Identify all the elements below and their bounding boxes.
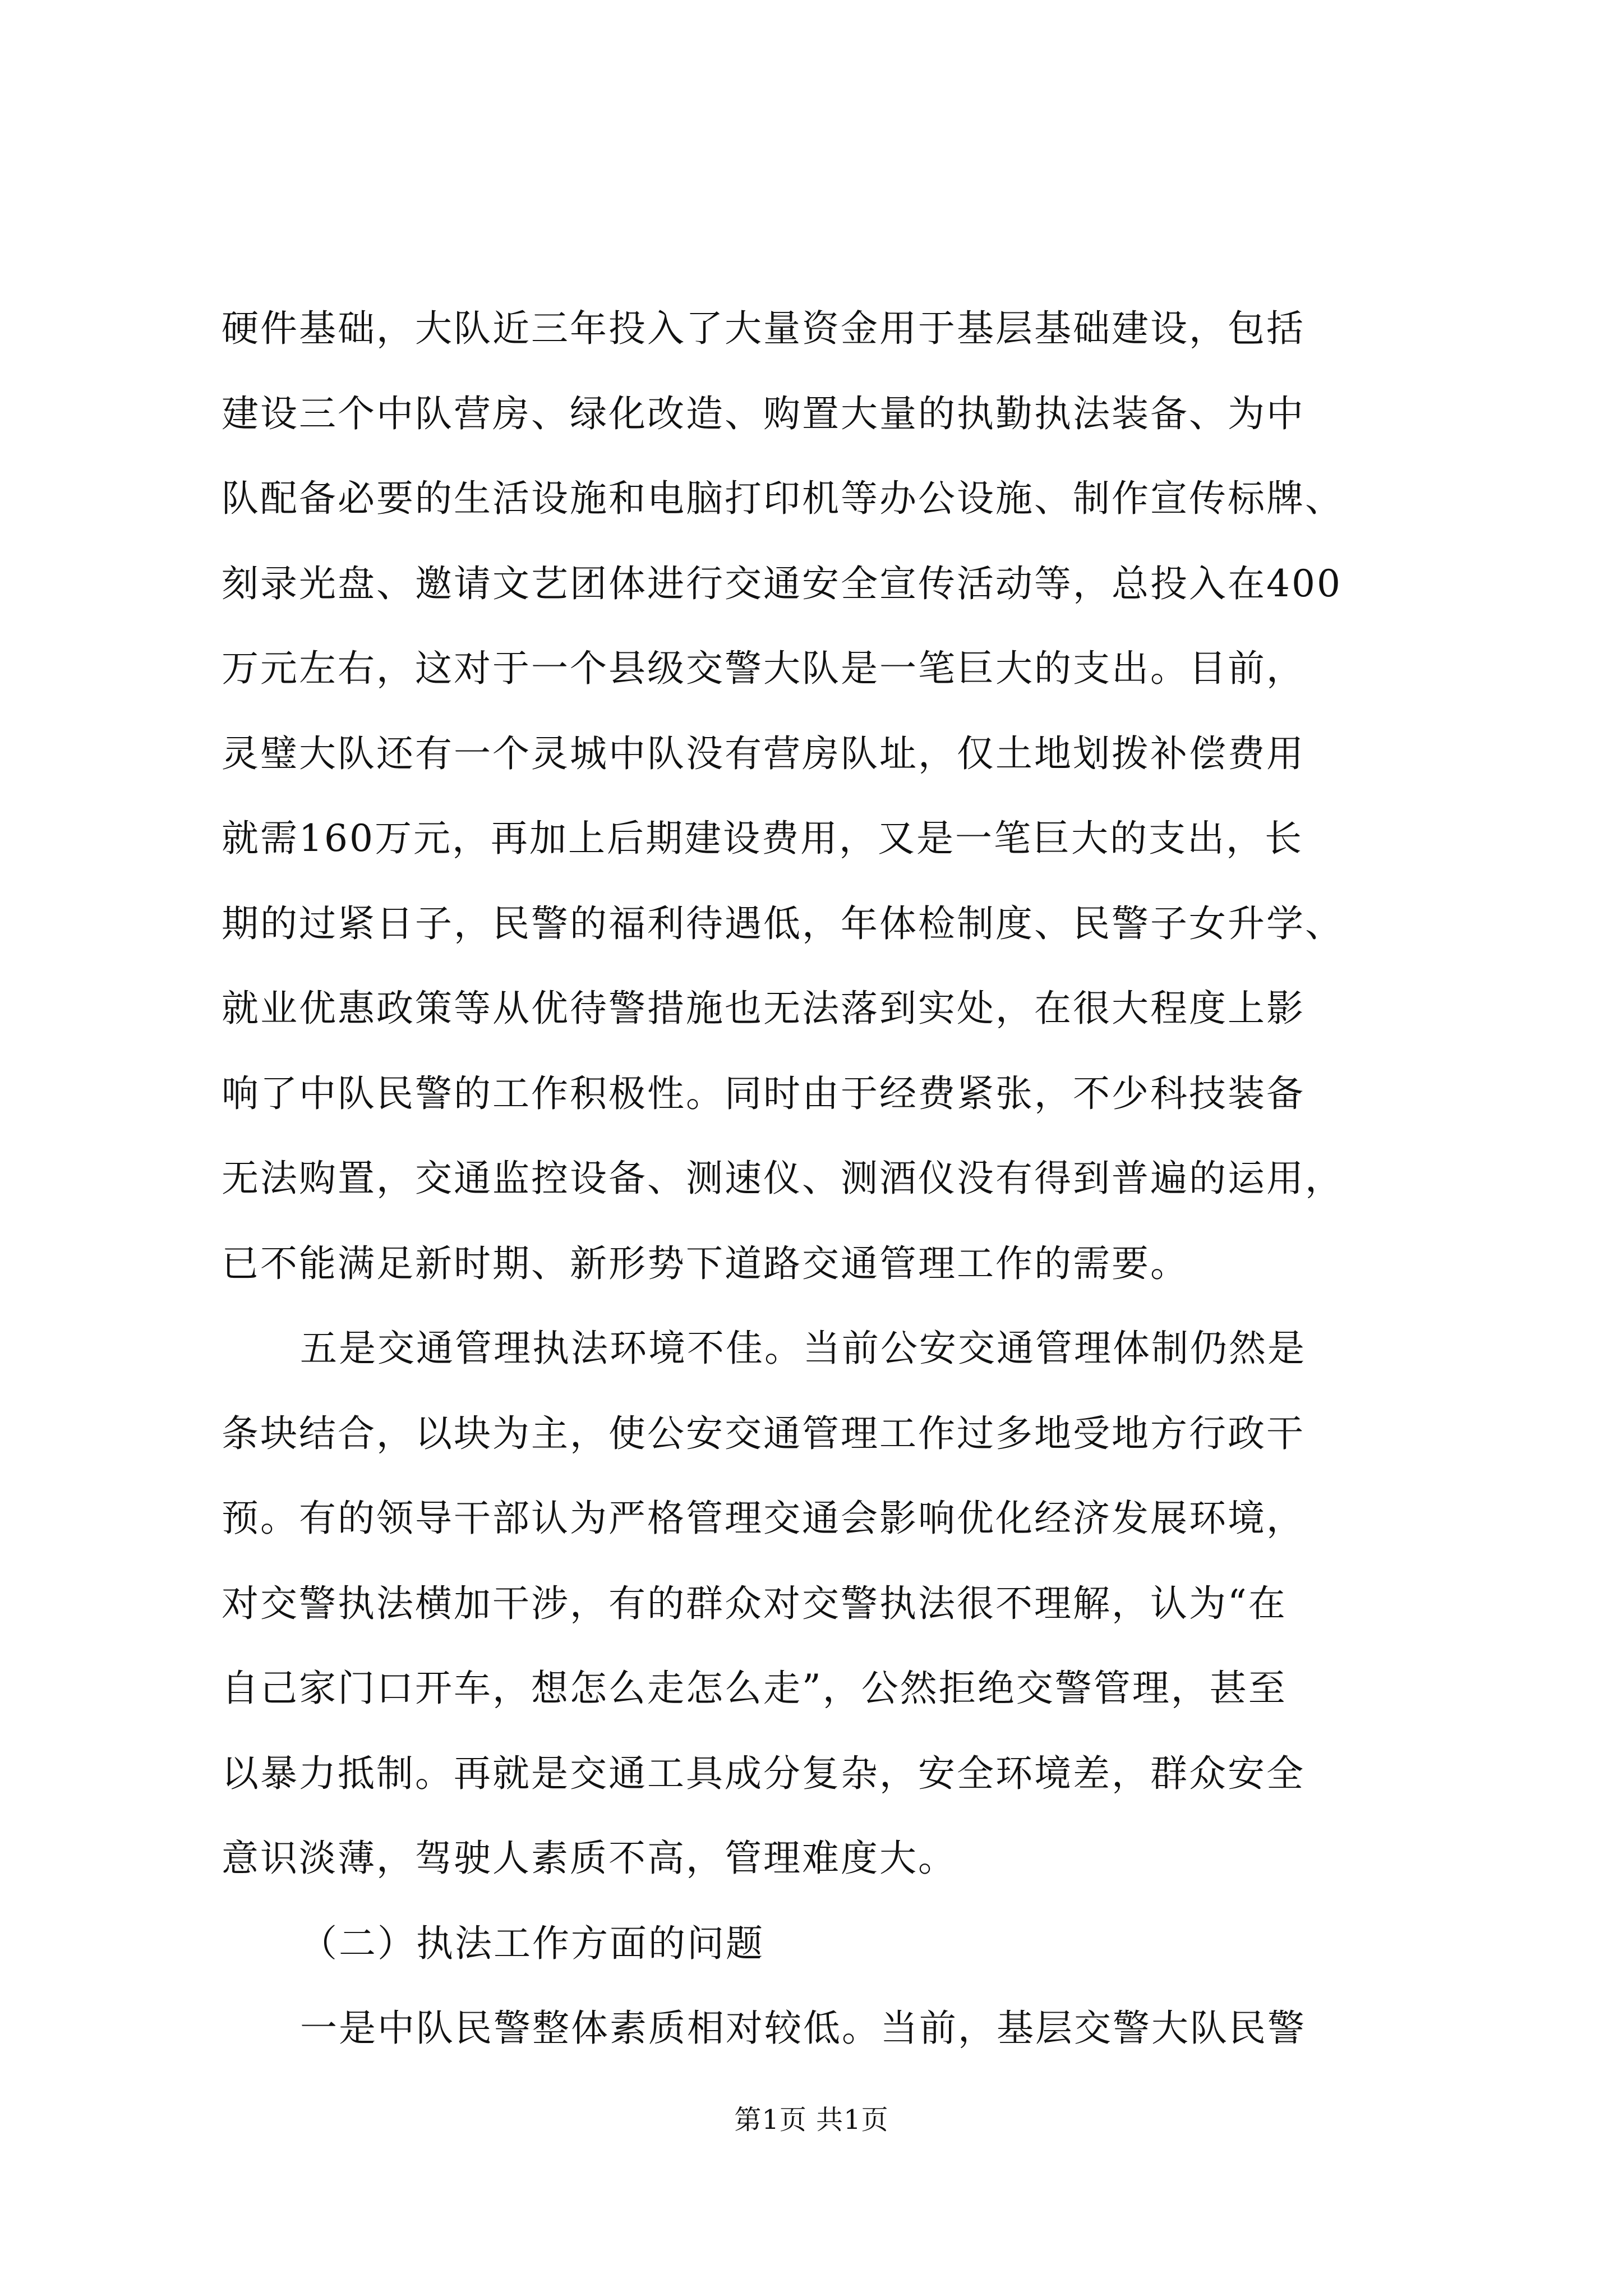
text-line: 万元左右，这对于一个县级交警大队是一笔巨大的支出。目前，: [222, 647, 1305, 690]
text-line: 刻录光盘、邀请文艺团体进行交通安全宣传活动等，总投入在400: [222, 562, 1342, 605]
text-line: 无法购置，交通监控设备、测速仪、测酒仪没有得到普遍的运用，: [222, 1157, 1344, 1200]
text-line: 预。有的领导干部认为严格管理交通会影响优化经济发展环境，: [222, 1497, 1305, 1540]
text-line: 自己家门口开车，想怎么走怎么走”，公然拒绝交警管理，甚至: [222, 1667, 1287, 1710]
page-footer: 第1页 共1页: [734, 2104, 889, 2136]
section-heading: （二）执法工作方面的问题: [300, 1921, 764, 1965]
paragraph-start-line: 一是中队民警整体素质相对较低。当前，基层交警大队民警: [300, 2007, 1306, 2050]
text-line: 建设三个中队营房、绿化改造、购置大量的执勤执法装备、为中: [222, 392, 1305, 435]
text-line: 对交警执法横加干涉，有的群众对交警执法很不理解，认为“在: [222, 1581, 1287, 1625]
document-body: [222, 286, 1478, 2071]
text-line: 条块结合，以块为主，使公安交通管理工作过多地受地方行政干: [222, 1411, 1305, 1455]
text-line: 队配备必要的生活设施和电脑打印机等办公设施、制作宣传标牌、: [222, 477, 1344, 520]
text-line: 就业优惠政策等从优待警措施也无法落到实处，在很大程度上影: [222, 987, 1305, 1030]
paragraph-start-line: 五是交通管理执法环境不佳。当前公安交通管理体制仍然是: [300, 1327, 1306, 1370]
text-line: 就需160万元，再加上后期建设费用，又是一笔巨大的支出，长: [222, 817, 1303, 860]
text-line: 意识淡薄，驾驶人素质不高，管理难度大。: [222, 1837, 957, 1880]
text-line: 灵璧大队还有一个灵城中队没有营房队址，仅土地划拨补偿费用: [222, 731, 1305, 775]
text-line: 已不能满足新时期、新形势下道路交通管理工作的需要。: [222, 1241, 1189, 1285]
text-line: 以暴力抵制。再就是交通工具成分复杂，安全环境差，群众安全: [222, 1751, 1305, 1795]
text-line: 硬件基础，大队近三年投入了大量资金用于基层基础建设，包括: [222, 307, 1305, 350]
text-line: 响了中队民警的工作积极性。同时由于经费紧张，不少科技装备: [222, 1071, 1305, 1115]
text-line: 期的过紧日子，民警的福利待遇低，年体检制度、民警子女升学、: [222, 901, 1344, 945]
